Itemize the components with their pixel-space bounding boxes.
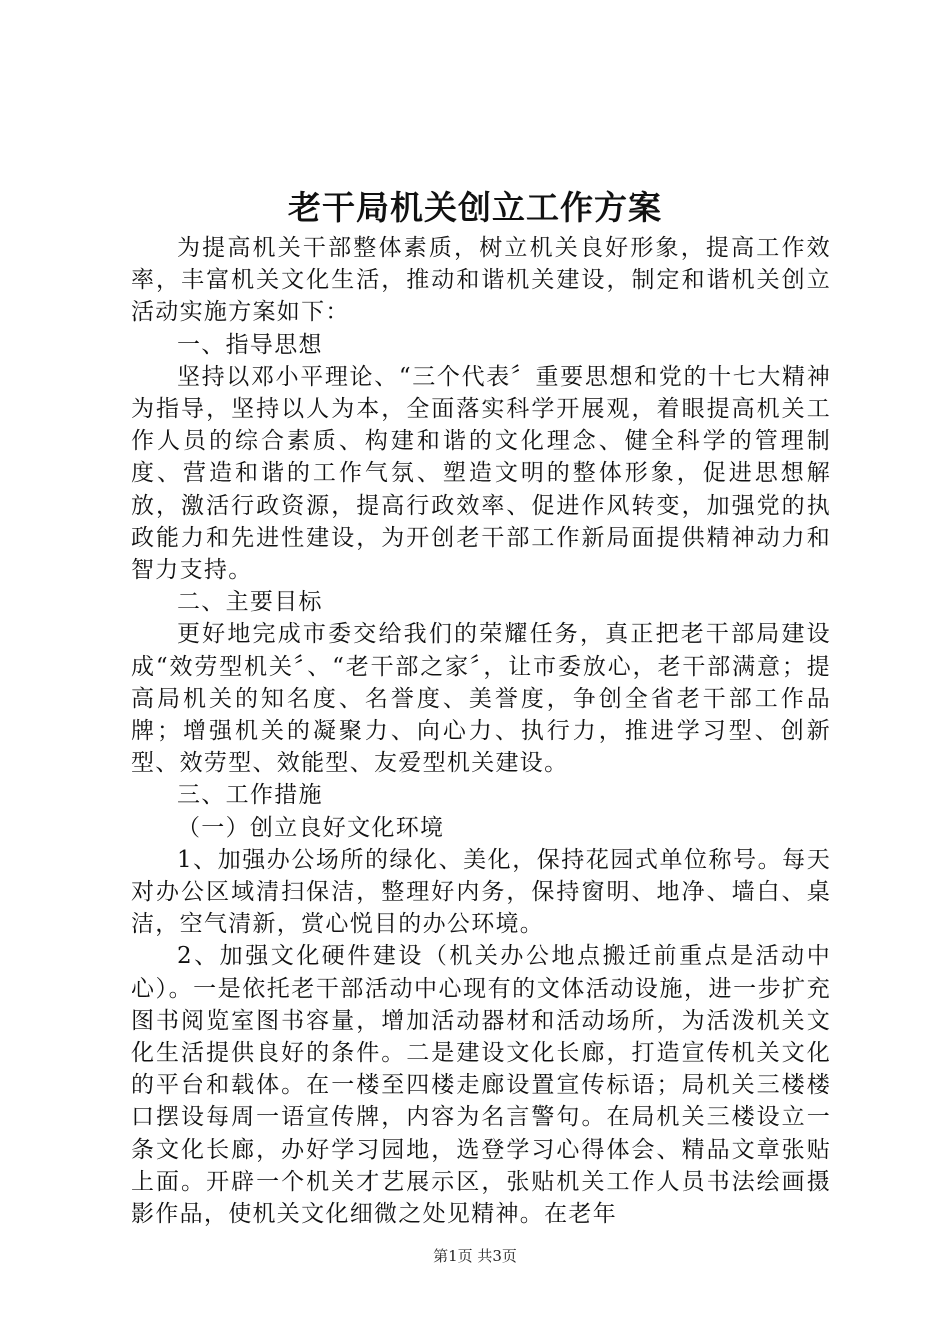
heading-guiding-ideology: 一、指导思想 <box>177 331 323 358</box>
heading-main-goals: 二、主要目标 <box>177 589 323 616</box>
subheading-cultural-environment: （一）创立良好文化环境 <box>177 814 445 841</box>
paragraph-intro: 为提高机关干部整体素质，树立机关良好形象，提高工作效率，丰富机关文化生活，推动和谐机关建设，制定和谐机关创立活动实施方案如下： <box>131 235 831 326</box>
heading-work-measures: 三、工作措施 <box>177 782 323 809</box>
paragraph-measure-2: 2、加强文化硬件建设（机关办公地点搬迁前重点是活动中心）。一是依托老干部活动中心现有的文体活动设施，进一步扩充图书阅览室图书容量，增加活动器材和活动场所，为活泼机关文化生活提供良好的条件。二是建设文化长廊，打造宣传机关文化的平台和载体。在一楼至四楼走廊设置宣传标语；局机关三楼楼口摆设每周一语宣传牌，内容为名言警句。在局机关三楼设立一条文化长廊，办好学习园地，选登学习心得体会、精品文章张贴上面。开辟一个机关才艺展示区，张贴机关工作人员书法绘画摄影作品，使机关文化细微之处见精神。在老年 <box>131 943 831 1228</box>
paragraph-guiding-ideology: 坚持以邓小平理论、“三个代表〞重要思想和党的十七大精神为指导，坚持以人为本，全面落实科学开展观，着眼提高机关工作人员的综合素质、构建和谐的文化理念、健全科学的管理制度、营造和谐的工作气氛、塑造文明的整体形象，促进思想解放，激活行政资源，提高行政效率、促进作风转变，加强党的执政能力和先进性建设，为开创老干部工作新局面提供精神动力和智力支持。 <box>131 363 831 584</box>
document-body <box>131 232 831 1230</box>
paragraph-measure-1: 1、加强办公场所的绿化、美化，保持花园式单位称号。每天对办公区域清扫保洁，整理好内务，保持窗明、地净、墙白、桌洁，空气清新，赏心悦目的办公环境。 <box>131 846 831 938</box>
document-title: 老干局机关创立工作方案 <box>288 188 662 227</box>
paragraph-main-goals: 更好地完成市委交给我们的荣耀任务，真正把老干部局建设成“效劳型机关〞、“老干部之家〞，让市委放心，老干部满意；提高局机关的知名度、名誉度、美誉度，争创全省老干部工作品牌；增强机关的凝聚力、向心力、执行力，推进学习型、创新型、效劳型、效能型、友爱型机关建设。 <box>131 621 831 777</box>
page-footer: 第1页 共3页 <box>433 1247 517 1265</box>
